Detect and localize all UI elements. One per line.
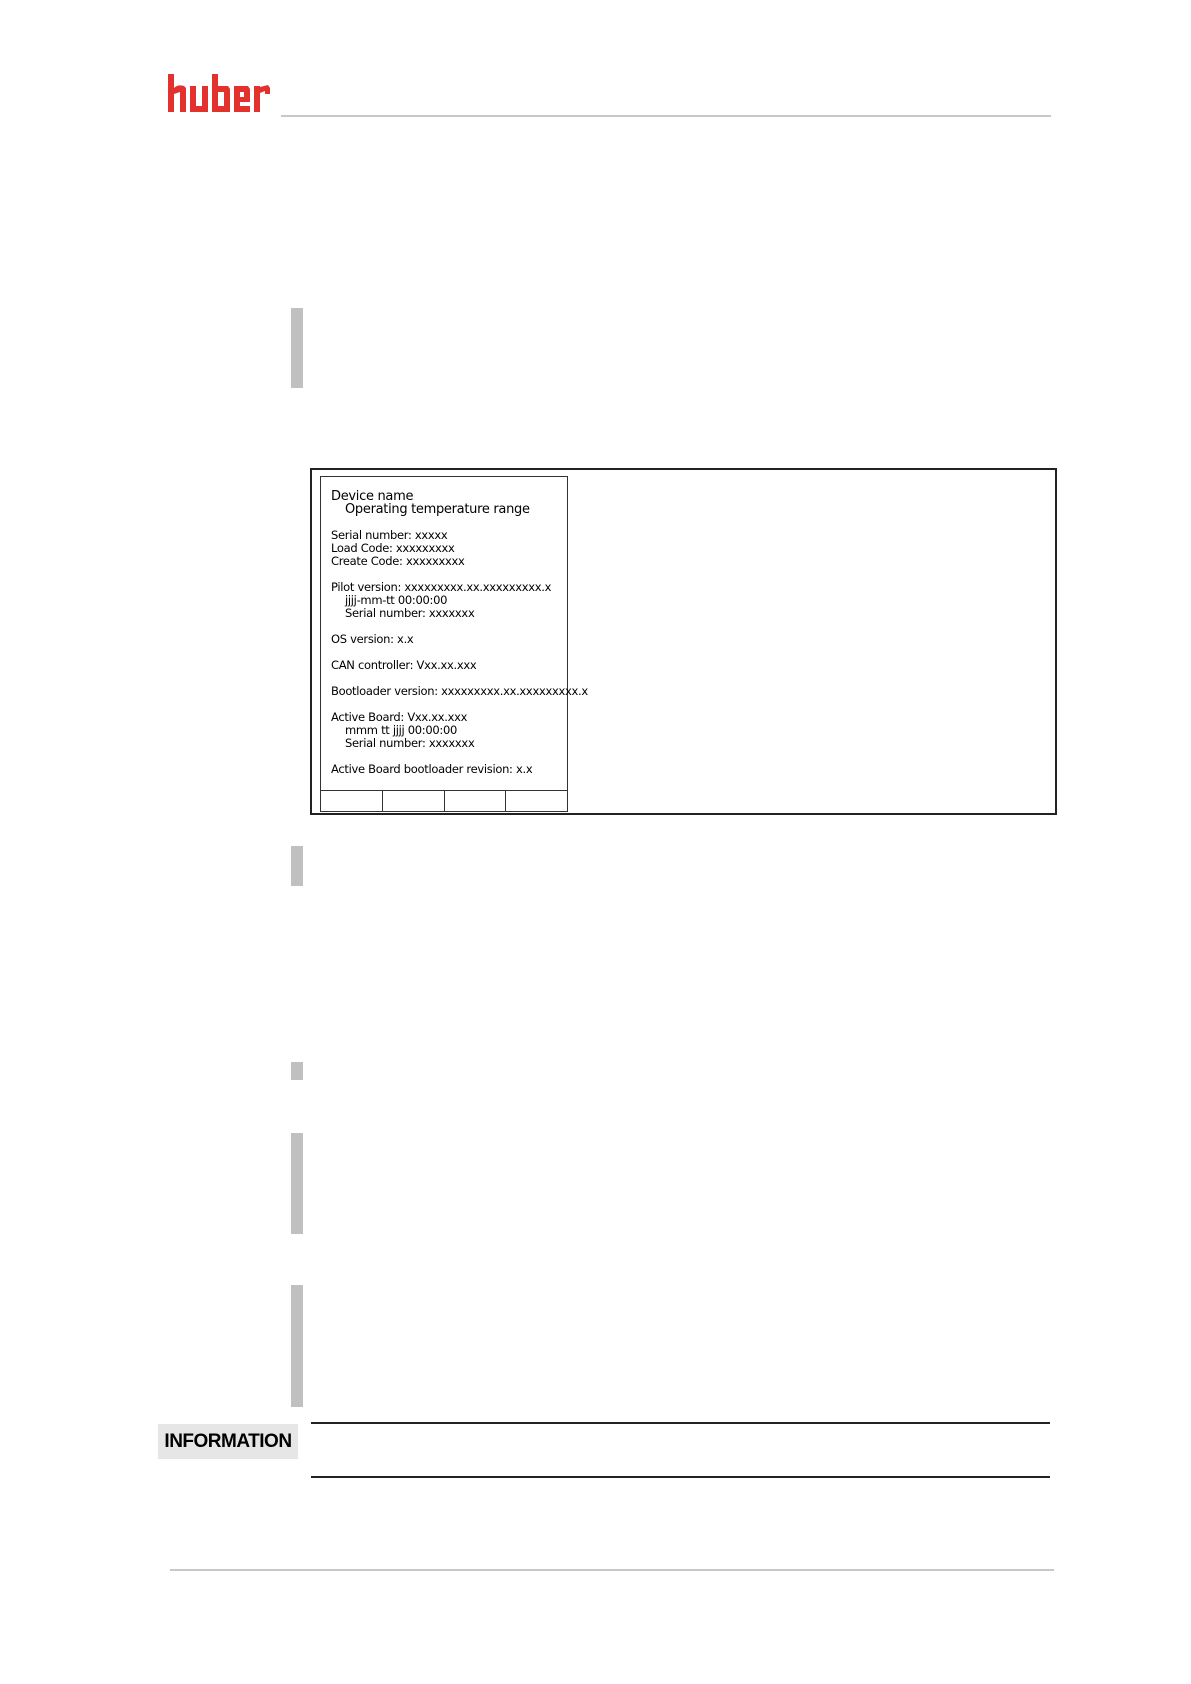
device-info-screen bbox=[320, 476, 588, 812]
pilot-date: jjjj-mm-tt 00:00:00 bbox=[345, 593, 448, 607]
margin-bar bbox=[291, 1285, 303, 1407]
softkey-3[interactable] bbox=[445, 791, 507, 811]
margin-bar bbox=[291, 1062, 303, 1080]
huber-logo bbox=[168, 74, 272, 120]
bootloader-version: Bootloader version: xxxxxxxxx.xx.xxxxxxxxx.x bbox=[331, 684, 588, 698]
can-controller: CAN controller: Vxx.xx.xxx bbox=[331, 658, 477, 672]
information-label: INFORMATION bbox=[158, 1424, 298, 1459]
active-board-serial: Serial number: xxxxxxx bbox=[345, 736, 475, 750]
serial-number: Serial number: xxxxx bbox=[331, 528, 448, 542]
os-version: OS version: x.x bbox=[331, 632, 414, 646]
load-code: Load Code: xxxxxxxxx bbox=[331, 541, 455, 555]
margin-bar bbox=[291, 846, 303, 886]
active-board-bootloader: Active Board bootloader revision: x.x bbox=[331, 762, 533, 776]
softkey-row bbox=[321, 790, 567, 811]
information-rule-bottom bbox=[311, 1476, 1050, 1478]
pilot-version: Pilot version: xxxxxxxxx.xx.xxxxxxxxx.x bbox=[331, 580, 552, 594]
pilot-serial: Serial number: xxxxxxx bbox=[345, 606, 475, 620]
softkey-1[interactable] bbox=[321, 791, 383, 811]
temp-range: Operating temperature range bbox=[345, 502, 530, 517]
softkey-2[interactable] bbox=[383, 791, 445, 811]
softkey-4[interactable] bbox=[506, 791, 567, 811]
information-rule-top bbox=[311, 1422, 1050, 1424]
header-rule bbox=[281, 115, 1051, 117]
active-board: Active Board: Vxx.xx.xxx bbox=[331, 710, 468, 724]
create-code: Create Code: xxxxxxxxx bbox=[331, 554, 465, 568]
margin-bar bbox=[291, 1133, 303, 1234]
margin-bar bbox=[291, 308, 303, 388]
display-figure-frame bbox=[310, 468, 1057, 815]
device-name: Device name bbox=[331, 489, 414, 504]
active-board-date: mmm tt jjjj 00:00:00 bbox=[345, 723, 458, 737]
footer-rule bbox=[170, 1569, 1054, 1571]
